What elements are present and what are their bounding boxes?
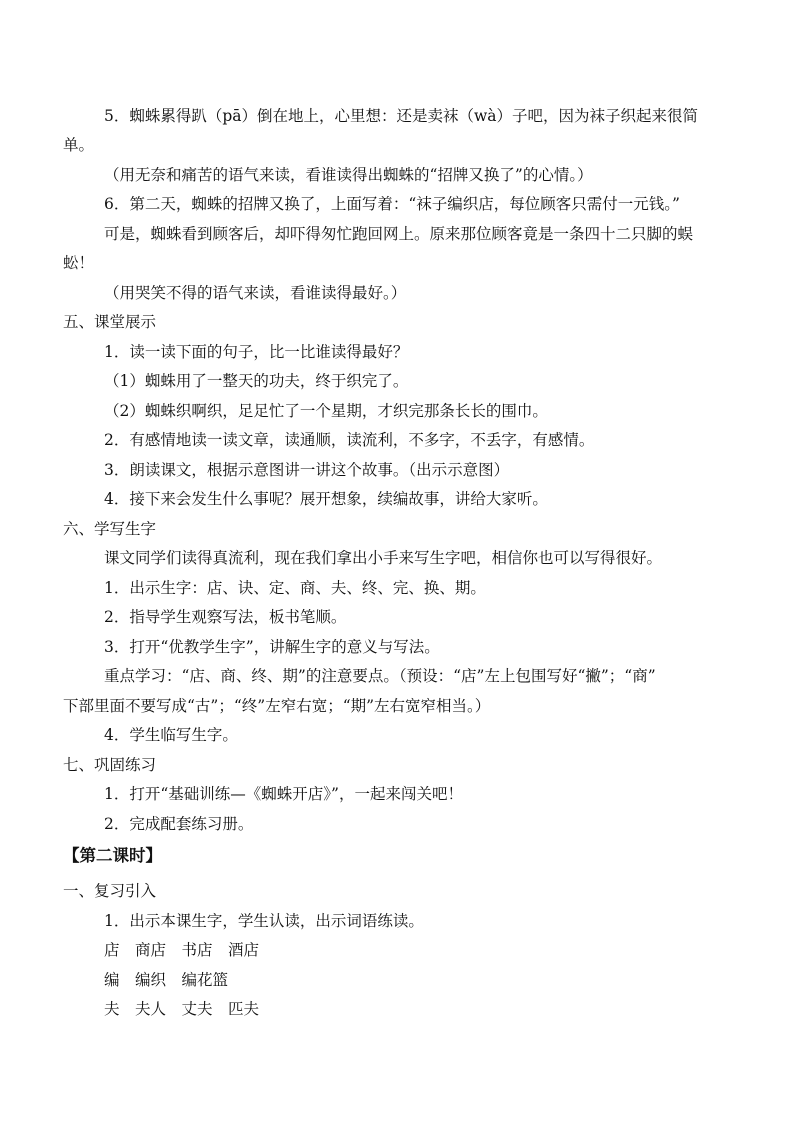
list-item: 1．读一读下面的句子，比一比谁读得最好？ — [104, 343, 409, 361]
paragraph-line: 5．蜘蛛累得趴（pā）倒在地上，心里想：还是卖袜（wà）子吧，因为袜子织起来很简 — [104, 107, 699, 125]
word-list-row: 夫 夫人 丈夫 匹夫 — [104, 1000, 260, 1018]
list-item: 2．有感情地读一读文章，读通顺，读流利，不多字，不丢字，有感情。 — [104, 431, 595, 449]
lesson-heading: 【第二课时】 — [63, 846, 162, 865]
paragraph-line: 6．第二天，蜘蛛的招牌又换了，上面写着：“袜子编织店，每位顾客只需付一元钱。” — [104, 195, 680, 213]
reading-instruction: （用哭笑不得的语气来读，看谁读得最好。） — [104, 284, 407, 302]
paragraph-line: 单。 — [63, 136, 95, 154]
paragraph-line: 可是，蜘蛛看到顾客后，却吓得匆忙跑回网上。原来那位顾客竟是一条四十二只脚的蜈 — [104, 225, 694, 243]
list-item: 3．打开“优教学生字”，讲解生字的意义与写法。 — [104, 638, 440, 656]
list-item: 2．指导学生观察写法，板书笔顺。 — [104, 608, 347, 626]
list-item: （1）蜘蛛用了一整天的功夫，终于织完了。 — [104, 372, 409, 390]
paragraph-line: 重点学习：“店、商、终、期”的注意要点。（预设：“店”左上包围写好“撇”；“商” — [104, 667, 656, 685]
word-list-row: 编 编织 编花篮 — [104, 971, 229, 989]
list-item: 1．出示本课生字，学生认读，出示词语练读。 — [104, 912, 424, 930]
list-item: 4．接下来会发生什么事呢？展开想象，续编故事，讲给大家听。 — [104, 490, 548, 508]
section-heading: 六、学写生字 — [63, 520, 157, 538]
list-item: 3．朗读课文，根据示意图讲一讲这个故事。（出示示意图） — [104, 461, 510, 479]
list-item: 4．学生临写生字。 — [104, 726, 238, 744]
section-heading: 一、复习引入 — [63, 882, 157, 900]
paragraph-line: 下部里面不要写成“古”；“终”左窄右宽；“期”左右宽窄相当。） — [63, 697, 491, 715]
list-item: 1．打开“基础训练—《蜘蛛开店》”，一起来闯关吧！ — [104, 785, 463, 803]
paragraph-line: 蚣！ — [63, 254, 95, 272]
list-item: 1．出示生字：店、诀、定、商、夫、终、完、换、期。 — [104, 579, 486, 597]
list-item: （2）蜘蛛织啊织，足足忙了一个星期，才织完那条长长的围巾。 — [104, 402, 548, 420]
word-list-row: 店 商店 书店 酒店 — [104, 941, 260, 959]
section-heading: 七、巩固练习 — [63, 756, 157, 774]
list-item: 2．完成配套练习册。 — [104, 815, 254, 833]
paragraph-line: 课文同学们读得真流利，现在我们拿出小手来写生字吧，相信你也可以写得很好。 — [104, 549, 663, 567]
section-heading: 五、课堂展示 — [63, 313, 157, 331]
reading-instruction: （用无奈和痛苦的语气来读，看谁读得出蜘蛛的“招牌又换了”的心情。） — [104, 166, 593, 184]
